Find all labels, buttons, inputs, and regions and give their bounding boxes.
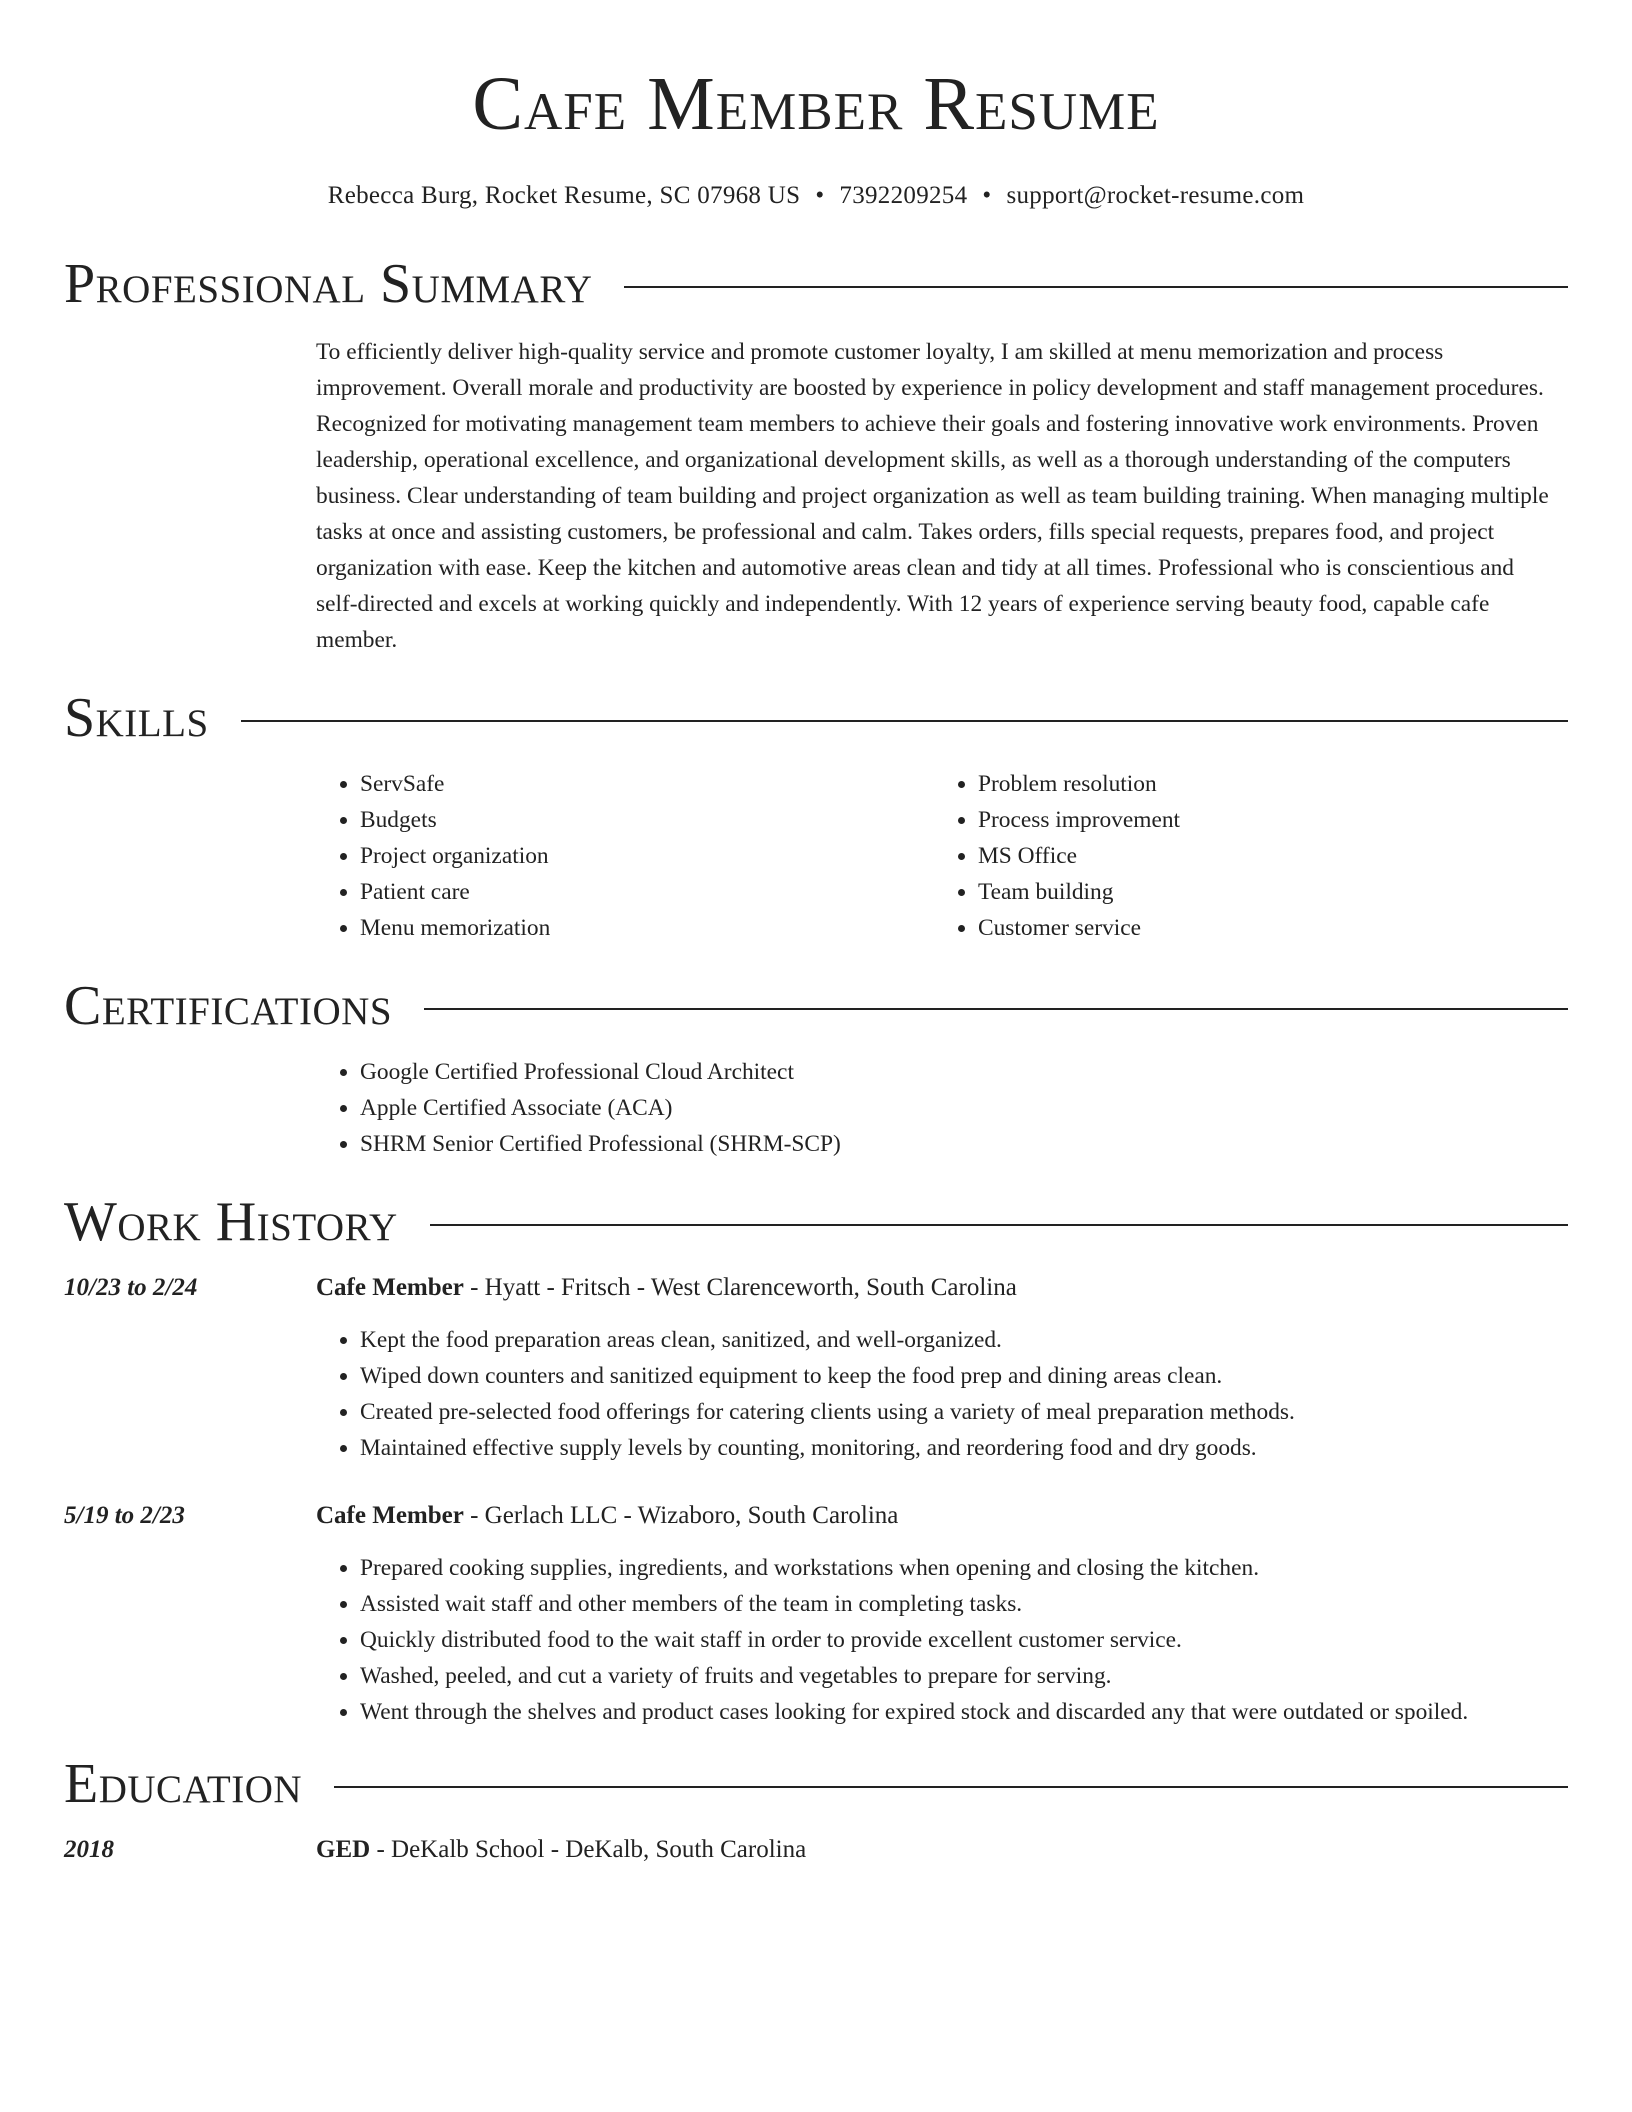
education-section-header bbox=[64, 1752, 1568, 1816]
job-header bbox=[64, 1270, 1568, 1306]
certification-item: • Apple Certified Associate (ACA) bbox=[360, 1090, 1568, 1126]
contact-separator: • bbox=[815, 182, 825, 209]
certifications-list bbox=[316, 1054, 1568, 1162]
certifications-heading: Certifications bbox=[64, 975, 393, 1037]
job-employer: - Gerlach LLC - Wizaboro, South Carolina bbox=[463, 1502, 899, 1529]
skill-item: • Budgets bbox=[360, 802, 934, 838]
skill-item: • Customer service bbox=[978, 910, 1552, 946]
skills-section-header bbox=[64, 686, 1568, 750]
work-history-heading: Work History bbox=[64, 1191, 398, 1253]
job-bullet: • Assisted wait staff and other members of the team in completing tasks. bbox=[360, 1586, 1568, 1622]
section-divider bbox=[334, 1786, 1568, 1788]
skills-column-left bbox=[316, 766, 934, 946]
education-degree: GED bbox=[316, 1836, 371, 1863]
education-heading: Education bbox=[64, 1753, 303, 1815]
job-dates: 5/19 to 2/23 bbox=[64, 1502, 185, 1529]
job-entry bbox=[64, 1498, 1568, 1730]
job-entry bbox=[64, 1270, 1568, 1466]
contact-separator: • bbox=[982, 182, 992, 209]
job-header bbox=[64, 1498, 1568, 1534]
contact-line bbox=[64, 180, 1568, 212]
job-bullet: • Maintained effective supply levels by counting, monitoring, and reordering food and dry goods. bbox=[360, 1430, 1568, 1466]
skill-item: • ServSafe bbox=[360, 766, 934, 802]
summary-section-header bbox=[64, 252, 1568, 316]
certifications-section-header bbox=[64, 974, 1568, 1038]
skill-item: • Patient care bbox=[360, 874, 934, 910]
summary-text: To efficiently deliver high-quality service and promote customer loyalty, I am skilled at menu memorization and process improvement. Overall morale and productivity are boosted by experience in policy development and staff management procedures. Recognized for motivating management team members to achieve their goals and fostering innovative work environments. Proven leadership, operational excellence, and organizational development skills, as well as a thorough understanding of the computers business. Clear understanding of team building and project organization as well as team building training. When managing multiple tasks at once and assisting customers, be professional and calm. Takes orders, fills special requests, prepares food, and project organization with ease. Keep the kitchen and automotive areas clean and tidy at all times. Professional who is conscientious and self-directed and excels at working quickly and independently. With 12 years of experience serving beauty food, capable cafe member. bbox=[316, 339, 1549, 653]
skill-item: • Team building bbox=[978, 874, 1552, 910]
job-bullet: • Prepared cooking supplies, ingredients, and workstations when opening and closing the kitchen. bbox=[360, 1550, 1568, 1586]
contact-address: Rebecca Burg, Rocket Resume, SC 07968 US bbox=[327, 182, 801, 209]
job-title-line bbox=[316, 1498, 898, 1534]
section-divider bbox=[424, 1008, 1568, 1010]
section-divider bbox=[241, 720, 1568, 722]
job-bullets bbox=[316, 1322, 1568, 1466]
education-title-line bbox=[316, 1832, 806, 1868]
job-bullet: • Went through the shelves and product cases looking for expired stock and discarded any that were outdated or spoiled. bbox=[360, 1694, 1568, 1730]
job-role: Cafe Member bbox=[316, 1274, 464, 1301]
education-entry bbox=[64, 1832, 1568, 1868]
job-bullets bbox=[316, 1550, 1568, 1730]
skill-item: • MS Office bbox=[978, 838, 1552, 874]
work-history-section-header bbox=[64, 1190, 1568, 1254]
job-bullet: • Wiped down counters and sanitized equipment to keep the food prep and dining areas clean. bbox=[360, 1358, 1568, 1394]
section-divider bbox=[430, 1224, 1568, 1226]
job-bullet: • Kept the food preparation areas clean, sanitized, and well-organized. bbox=[360, 1322, 1568, 1358]
job-role: Cafe Member bbox=[316, 1502, 464, 1529]
skill-item: • Problem resolution bbox=[978, 766, 1552, 802]
job-bullet: • Washed, peeled, and cut a variety of fruits and vegetables to prepare for serving. bbox=[360, 1658, 1568, 1694]
contact-email: support@rocket-resume.com bbox=[1006, 182, 1305, 209]
skills-column-right bbox=[934, 766, 1552, 946]
job-employer: - Hyatt - Fritsch - West Clarenceworth, South Carolina bbox=[463, 1274, 1017, 1301]
job-dates: 10/23 to 2/24 bbox=[64, 1274, 198, 1301]
certification-item: • Google Certified Professional Cloud Architect bbox=[360, 1054, 1568, 1090]
skills-heading: Skills bbox=[64, 687, 209, 749]
certification-item: • SHRM Senior Certified Professional (SHRM-SCP) bbox=[360, 1126, 1568, 1162]
education-school: - DeKalb School - DeKalb, South Carolina bbox=[370, 1836, 807, 1863]
skill-item: • Menu memorization bbox=[360, 910, 934, 946]
skill-item: • Project organization bbox=[360, 838, 934, 874]
section-divider bbox=[624, 286, 1568, 288]
resume-title: Cafe Member Resume bbox=[472, 62, 1160, 146]
job-bullet: • Quickly distributed food to the wait staff in order to provide excellent customer service. bbox=[360, 1622, 1568, 1658]
job-title-line bbox=[316, 1270, 1017, 1306]
job-bullet: • Created pre-selected food offerings for catering clients using a variety of meal preparation methods. bbox=[360, 1394, 1568, 1430]
contact-phone: 7392209254 bbox=[839, 182, 968, 209]
education-header bbox=[64, 1832, 1568, 1868]
summary-heading: Professional Summary bbox=[64, 253, 593, 315]
skill-item: • Process improvement bbox=[978, 802, 1552, 838]
skills-grid bbox=[316, 766, 1568, 946]
education-year: 2018 bbox=[64, 1836, 114, 1863]
